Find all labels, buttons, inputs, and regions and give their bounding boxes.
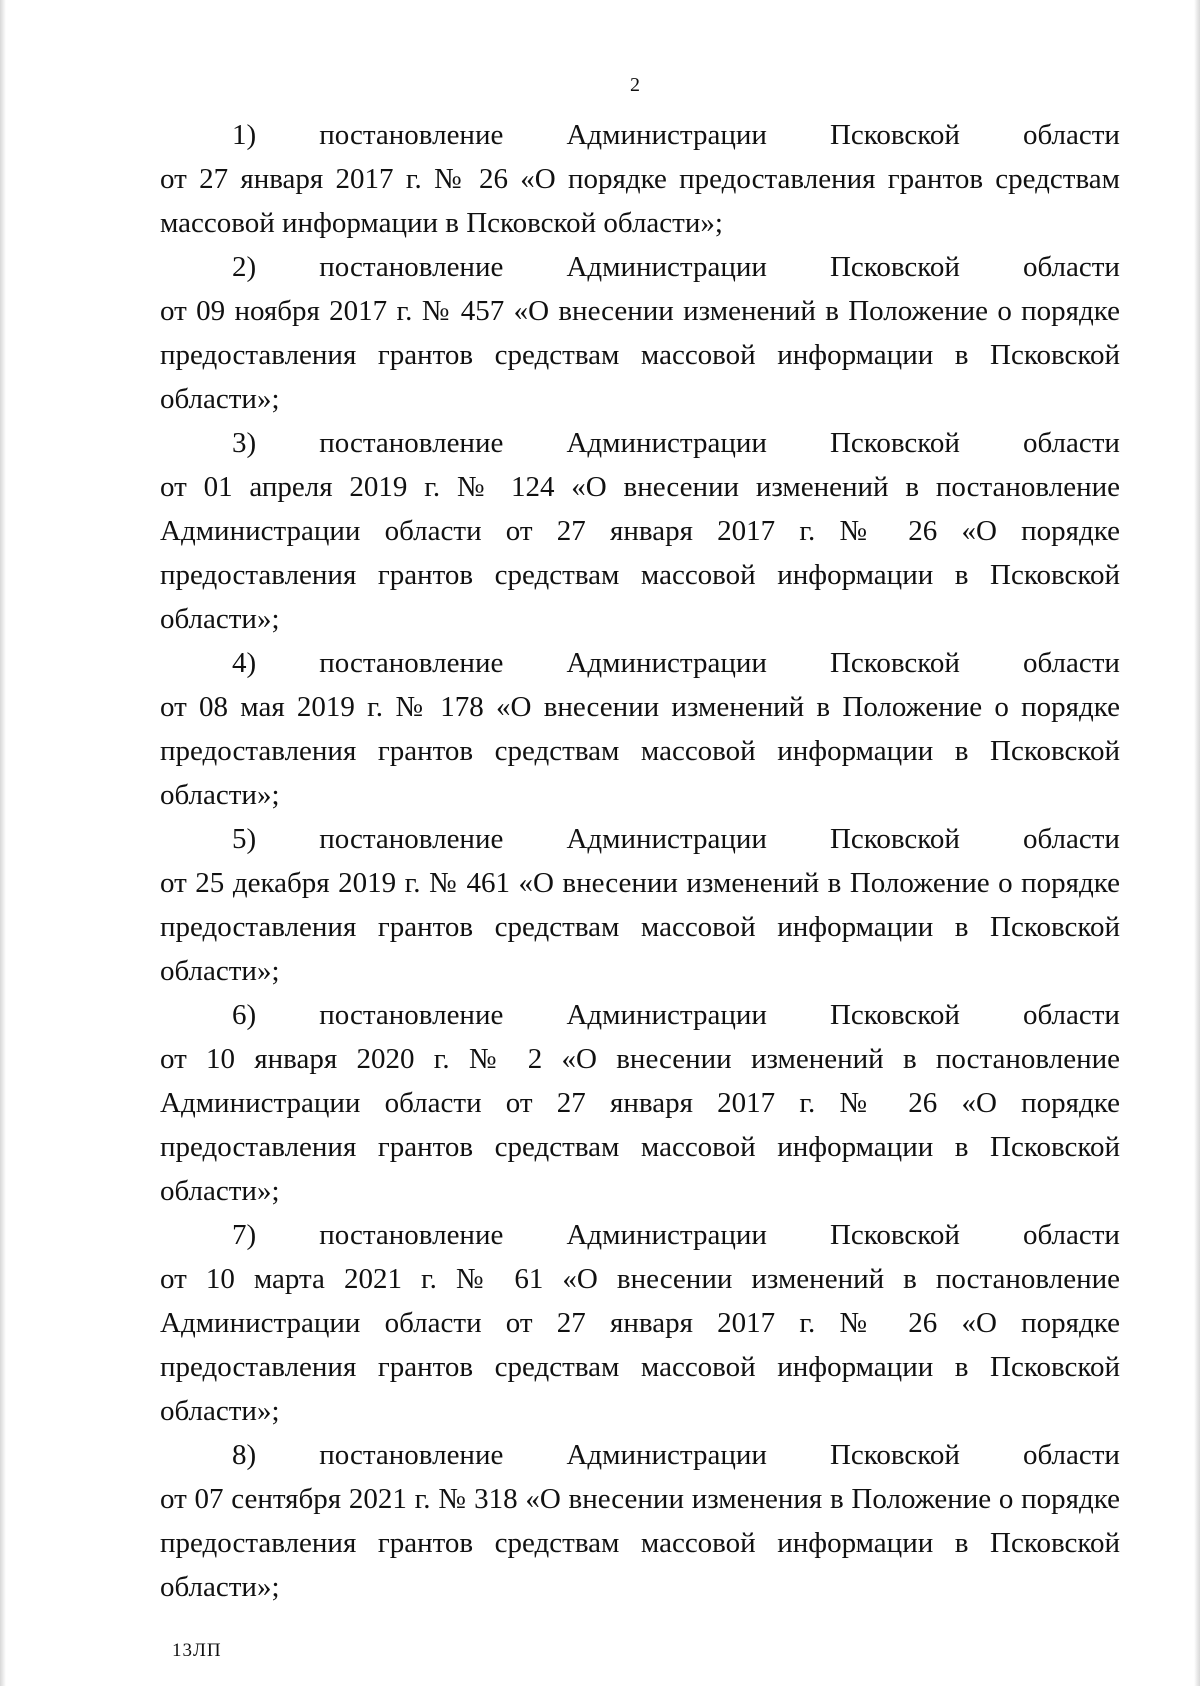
item-word-1: постановление xyxy=(319,251,504,283)
item-body: от 08 мая 2019 г. № 178 «О внесении изменений в Положение о порядке предоставления грантов средствам массовой информации в Псковской области»; xyxy=(160,691,1120,811)
item-body: от 07 сентября 2021 г. № 318 «О внесении изменения в Положение о порядке предоставления грантов средствам массовой информации в Псковской области»; xyxy=(160,1483,1120,1603)
item-number: 1) xyxy=(232,119,257,151)
item-number: 5) xyxy=(232,823,257,855)
document-body xyxy=(160,113,1120,1609)
list-item-head xyxy=(160,1213,1120,1257)
item-word-2: Администрации xyxy=(566,119,767,151)
list-item-head xyxy=(160,817,1120,861)
page-number: 2 xyxy=(630,74,640,96)
item-word-3: Псковской xyxy=(829,1439,960,1471)
item-word-2: Администрации xyxy=(566,427,767,459)
item-word-4: области xyxy=(1023,1219,1120,1251)
list-item xyxy=(160,1213,1120,1433)
item-number: 4) xyxy=(232,647,257,679)
list-item xyxy=(160,421,1120,641)
item-word-3: Псковской xyxy=(829,427,960,459)
item-word-1: постановление xyxy=(319,1439,504,1471)
list-item xyxy=(160,817,1120,993)
item-word-2: Администрации xyxy=(566,999,767,1031)
list-item-head xyxy=(160,421,1120,465)
list-item xyxy=(160,1433,1120,1609)
scan-edge-right xyxy=(1194,0,1200,1686)
item-word-1: постановление xyxy=(319,427,504,459)
item-word-4: области xyxy=(1023,1439,1120,1471)
item-number: 6) xyxy=(232,999,257,1031)
item-body: от 09 ноября 2017 г. № 457 «О внесении изменений в Положение о порядке предоставления грантов средствам массовой информации в Псковской области»; xyxy=(160,295,1120,415)
item-word-2: Администрации xyxy=(566,1219,767,1251)
item-body: от 10 марта 2021 г. № 61 «О внесении изменений в постановление Администрации области от 27 января 2017 г. № 26 «О порядке предоставления грантов средствам массовой информации в Псковской области»; xyxy=(160,1263,1120,1427)
item-body: от 01 апреля 2019 г. № 124 «О внесении изменений в постановление Администрации области от 27 января 2017 г. № 26 «О порядке предоставления грантов средствам массовой информации в Псковской области»; xyxy=(160,471,1120,635)
item-body: от 27 января 2017 г. № 26 «О порядке предоставления грантов средствам массовой информации в Псковской области»; xyxy=(160,163,1120,239)
item-body: от 25 декабря 2019 г. № 461 «О внесении изменений в Положение о порядке предоставления грантов средствам массовой информации в Псковской области»; xyxy=(160,867,1120,987)
list-item-head xyxy=(160,1433,1120,1477)
item-number: 2) xyxy=(232,251,257,283)
item-word-4: области xyxy=(1023,427,1120,459)
item-word-3: Псковской xyxy=(829,251,960,283)
list-item-head xyxy=(160,641,1120,685)
list-item xyxy=(160,113,1120,245)
list-item xyxy=(160,641,1120,817)
item-word-1: постановление xyxy=(319,647,504,679)
item-word-3: Псковской xyxy=(829,119,960,151)
item-word-2: Администрации xyxy=(566,251,767,283)
item-word-3: Псковской xyxy=(829,647,960,679)
list-item-head xyxy=(160,245,1120,289)
item-word-4: области xyxy=(1023,251,1120,283)
item-word-2: Администрации xyxy=(566,1439,767,1471)
item-word-2: Администрации xyxy=(566,647,767,679)
item-word-4: области xyxy=(1023,119,1120,151)
item-word-1: постановление xyxy=(319,823,504,855)
item-word-1: постановление xyxy=(319,119,504,151)
item-word-4: области xyxy=(1023,647,1120,679)
list-item xyxy=(160,245,1120,421)
list-item-head xyxy=(160,993,1120,1037)
list-item xyxy=(160,993,1120,1213)
item-word-3: Псковской xyxy=(829,823,960,855)
item-word-4: области xyxy=(1023,999,1120,1031)
item-number: 7) xyxy=(232,1219,257,1251)
footer-code: 13ЛП xyxy=(172,1640,222,1661)
item-body: от 10 января 2020 г. № 2 «О внесении изменений в постановление Администрации области от 27 января 2017 г. № 26 «О порядке предоставления грантов средствам массовой информации в Псковской области»; xyxy=(160,1043,1120,1207)
item-word-1: постановление xyxy=(319,999,504,1031)
item-word-4: области xyxy=(1023,823,1120,855)
item-number: 3) xyxy=(232,427,257,459)
scan-edge-left xyxy=(0,0,6,1686)
item-word-3: Псковской xyxy=(829,1219,960,1251)
item-word-1: постановление xyxy=(319,1219,504,1251)
item-word-3: Псковской xyxy=(829,999,960,1031)
item-number: 8) xyxy=(232,1439,257,1471)
item-word-2: Администрации xyxy=(566,823,767,855)
list-item-head xyxy=(160,113,1120,157)
